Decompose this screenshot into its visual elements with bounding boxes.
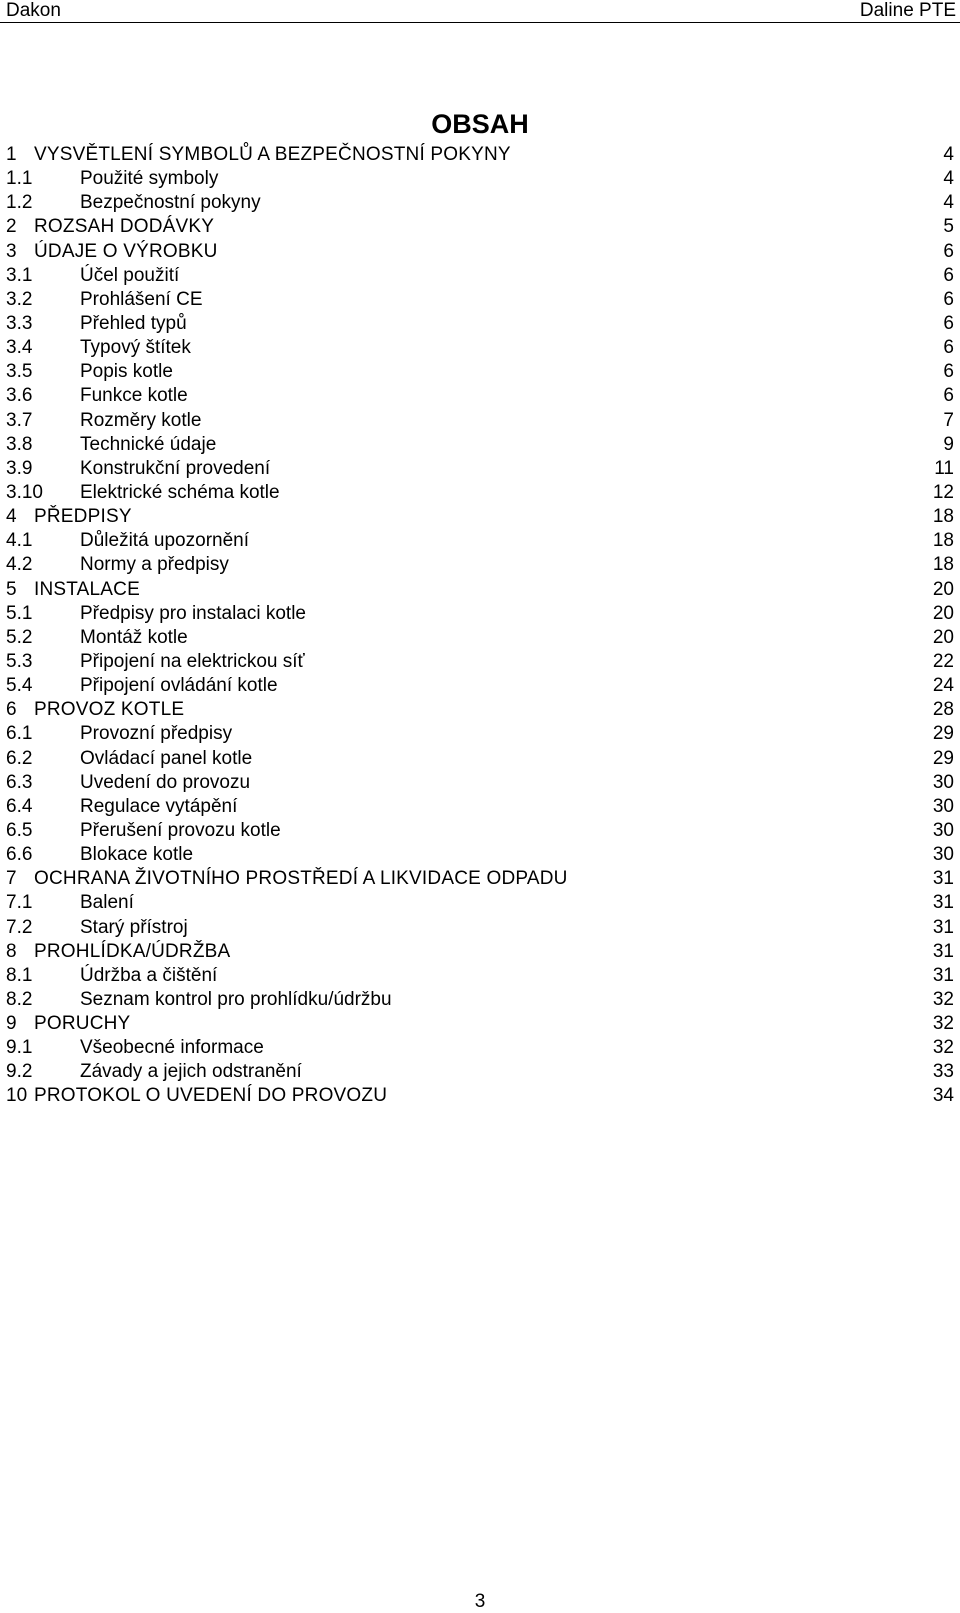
toc-entry-title: Ovládací panel kotle: [80, 747, 253, 769]
toc-entry-number: 5: [6, 578, 17, 600]
title-text: OBSAH: [431, 109, 529, 139]
table-of-contents: [6, 143, 954, 1109]
page-number: 3: [474, 1591, 486, 1612]
toc-section-entry[interactable]: [6, 650, 954, 674]
toc-entry-number: 3.4: [6, 337, 33, 359]
header-product-name: Daline PTE: [859, 0, 956, 21]
toc-entry-page: 29: [932, 723, 954, 745]
toc-entry-title: PORUCHY: [34, 1013, 131, 1035]
toc-entry-page: 20: [932, 626, 954, 648]
toc-entry-number: 6.4: [6, 795, 33, 817]
toc-entry-title: Funkce kotle: [80, 385, 188, 407]
toc-entry-number: 6: [6, 699, 17, 721]
toc-entry-number: 3.6: [6, 385, 33, 407]
toc-section-entry[interactable]: [6, 360, 954, 384]
toc-entry-number: 10: [6, 1085, 28, 1107]
toc-chapter-entry[interactable]: [6, 867, 954, 891]
toc-entry-title: Seznam kontrol pro prohlídku/údržbu: [80, 988, 392, 1010]
toc-entry-title: ÚDAJE O VÝROBKU: [34, 240, 218, 262]
toc-entry-title: Přehled typů: [80, 312, 187, 334]
toc-entry-title: Starý přístroj: [80, 916, 188, 938]
toc-section-entry[interactable]: [6, 167, 954, 191]
toc-entry-page: 6: [943, 240, 954, 262]
toc-entry-number: 8.1: [6, 964, 33, 986]
toc-section-entry[interactable]: [6, 264, 954, 288]
toc-entry-title: Provozní předpisy: [80, 723, 233, 745]
toc-entry-page: 33: [932, 1061, 954, 1083]
toc-entry-page: 20: [932, 602, 954, 624]
toc-entry-number: 5.3: [6, 650, 33, 672]
header-company-name: Dakon: [6, 0, 61, 21]
toc-entry-number: 8.2: [6, 988, 33, 1010]
toc-entry-title: PŘEDPISY: [34, 506, 132, 528]
toc-section-entry[interactable]: [6, 1036, 954, 1060]
toc-entry-number: 3.1: [6, 264, 33, 286]
toc-section-entry[interactable]: [6, 964, 954, 988]
toc-section-entry[interactable]: [6, 191, 954, 215]
toc-entry-number: 5.1: [6, 602, 33, 624]
toc-entry-title: Bezpečnostní pokyny: [80, 192, 261, 214]
toc-entry-title: ROZSAH DODÁVKY: [34, 216, 215, 238]
toc-entry-page: 22: [932, 650, 954, 672]
toc-entry-number: 2: [6, 216, 17, 238]
toc-entry-title: Použité symboly: [80, 168, 219, 190]
toc-entry-page: 32: [932, 1037, 954, 1059]
toc-entry-title: VYSVĚTLENÍ SYMBOLŮ A BEZPEČNOSTNÍ POKYNY: [34, 144, 511, 165]
toc-entry-number: 5.4: [6, 675, 33, 697]
toc-entry-page: 34: [932, 1085, 954, 1107]
toc-entry-number: 4.2: [6, 554, 33, 576]
toc-section-entry[interactable]: [6, 457, 954, 481]
toc-entry-title: Popis kotle: [80, 361, 173, 383]
toc-section-entry[interactable]: [6, 1060, 954, 1084]
toc-entry-title: Elektrické schéma kotle: [80, 481, 280, 503]
toc-entry-title: Technické údaje: [80, 433, 217, 455]
toc-entry-title: OCHRANA ŽIVOTNÍHO PROSTŘEDÍ A LIKVIDACE ODPADU: [34, 868, 568, 890]
toc-entry-title: Důležitá upozornění: [80, 530, 249, 552]
toc-section-entry[interactable]: [6, 916, 954, 940]
toc-entry-title: Montáž kotle: [80, 626, 188, 648]
toc-entry-number: 4.1: [6, 530, 33, 552]
toc-entry-title: Balení: [80, 892, 134, 914]
toc-entry-title: Připojení na elektrickou síť: [80, 650, 305, 672]
toc-entry-number: 6.3: [6, 771, 33, 793]
toc-section-entry[interactable]: [6, 312, 954, 336]
toc-entry-number: 3: [6, 240, 17, 262]
toc-entry-page: 30: [932, 795, 954, 817]
toc-entry-page: 30: [932, 844, 954, 866]
toc-entry-page: 31: [932, 964, 954, 986]
toc-entry-number: 7.1: [6, 892, 33, 914]
toc-entry-page: 6: [943, 312, 954, 334]
toc-section-entry[interactable]: [6, 529, 954, 553]
toc-entry-number: 3.9: [6, 457, 33, 479]
toc-chapter-entry[interactable]: [6, 698, 954, 722]
toc-entry-number: 1: [6, 144, 17, 165]
toc-entry-number: 3.10: [6, 481, 43, 503]
toc-entry-page: 4: [943, 168, 954, 190]
toc-entry-page: 24: [932, 675, 954, 697]
toc-entry-number: 3.7: [6, 409, 33, 431]
toc-entry-number: 3.2: [6, 288, 33, 310]
toc-section-entry[interactable]: [6, 336, 954, 360]
toc-section-entry[interactable]: [6, 481, 954, 505]
toc-section-entry[interactable]: [6, 626, 954, 650]
toc-entry-page: 18: [932, 554, 954, 576]
toc-entry-title: Údržba a čištění: [80, 964, 218, 986]
toc-entry-number: 6.5: [6, 819, 33, 841]
toc-entry-number: 3.8: [6, 433, 33, 455]
toc-entry-page: 31: [932, 892, 954, 914]
toc-entry-number: 4: [6, 506, 17, 528]
toc-entry-page: 30: [932, 771, 954, 793]
toc-section-entry[interactable]: [6, 602, 954, 626]
toc-entry-title: Účel použití: [80, 264, 180, 286]
toc-entry-number: 7.2: [6, 916, 33, 938]
toc-entry-page: 30: [932, 819, 954, 841]
toc-section-entry[interactable]: [6, 843, 954, 867]
toc-chapter-entry[interactable]: [6, 215, 954, 239]
toc-entry-page: 6: [943, 385, 954, 407]
toc-entry-title: Závady a jejich odstranění: [80, 1061, 302, 1083]
toc-entry-number: 9.2: [6, 1061, 33, 1083]
toc-entry-title: Blokace kotle: [80, 844, 194, 866]
toc-entry-page: 31: [932, 916, 954, 938]
toc-entry-title: Normy a předpisy: [80, 554, 229, 576]
toc-entry-title: Konstrukční provedení: [80, 457, 271, 479]
toc-entry-page: 20: [932, 578, 954, 600]
toc-section-entry[interactable]: [6, 409, 954, 433]
toc-section-entry[interactable]: [6, 891, 954, 915]
toc-section-entry[interactable]: [6, 722, 954, 746]
toc-entry-page: 12: [932, 481, 954, 503]
toc-entry-title: Prohlášení CE: [80, 288, 203, 310]
toc-entry-number: 9: [6, 1013, 17, 1035]
toc-entry-number: 6.6: [6, 844, 33, 866]
toc-entry-page: 4: [943, 144, 954, 165]
toc-entry-page: 11: [934, 457, 954, 479]
toc-entry-number: 3.3: [6, 312, 33, 334]
toc-entry-page: 32: [932, 988, 954, 1010]
toc-entry-page: 6: [943, 264, 954, 286]
toc-entry-page: 18: [932, 530, 954, 552]
toc-entry-title: PROVOZ KOTLE: [34, 699, 185, 721]
toc-entry-number: 1.2: [6, 192, 33, 214]
toc-entry-title: PROHLÍDKA/ÚDRŽBA: [34, 940, 231, 962]
toc-entry-number: 5.2: [6, 626, 33, 648]
page-title: [0, 108, 960, 140]
toc-entry-title: Předpisy pro instalaci kotle: [80, 602, 306, 624]
toc-entry-page: 9: [943, 433, 954, 455]
toc-entry-title: Přerušení provozu kotle: [80, 819, 281, 841]
toc-entry-title: Typový štítek: [80, 337, 191, 359]
toc-entry-title: Všeobecné informace: [80, 1037, 264, 1059]
toc-entry-title: Uvedení do provozu: [80, 771, 251, 793]
toc-section-entry[interactable]: [6, 553, 954, 577]
toc-section-entry[interactable]: [6, 819, 954, 843]
toc-entry-title: Regulace vytápění: [80, 795, 238, 817]
toc-entry-title: Rozměry kotle: [80, 409, 202, 431]
toc-chapter-entry[interactable]: [6, 505, 954, 529]
toc-chapter-entry[interactable]: [6, 940, 954, 964]
toc-section-entry[interactable]: [6, 795, 954, 819]
toc-entry-page: 4: [943, 192, 954, 214]
toc-entry-title: PROTOKOL O UVEDENÍ DO PROVOZU: [34, 1085, 388, 1107]
toc-entry-page: 6: [943, 337, 954, 359]
toc-entry-number: 6.2: [6, 747, 33, 769]
toc-section-entry[interactable]: [6, 288, 954, 312]
toc-entry-number: 8: [6, 940, 17, 962]
toc-section-entry[interactable]: [6, 674, 954, 698]
toc-entry-number: 3.5: [6, 361, 33, 383]
toc-entry-page: 18: [932, 506, 954, 528]
toc-entry-page: 6: [943, 288, 954, 310]
toc-entry-number: 9.1: [6, 1037, 33, 1059]
toc-chapter-entry[interactable]: [6, 240, 954, 264]
toc-entry-page: 28: [932, 699, 954, 721]
toc-section-entry[interactable]: [6, 988, 954, 1012]
toc-chapter-entry[interactable]: [6, 143, 954, 167]
toc-entry-page: 32: [932, 1013, 954, 1035]
toc-entry-number: 6.1: [6, 723, 33, 745]
toc-chapter-entry[interactable]: [6, 578, 954, 602]
toc-entry-page: 7: [943, 409, 954, 431]
toc-entry-title: INSTALACE: [34, 578, 140, 600]
toc-entry-page: 31: [932, 940, 954, 962]
toc-chapter-entry[interactable]: [6, 1012, 954, 1036]
toc-section-entry[interactable]: [6, 433, 954, 457]
toc-entry-number: 7: [6, 868, 17, 890]
toc-entry-page: 6: [943, 361, 954, 383]
toc-entry-page: 31: [932, 868, 954, 890]
toc-entry-page: 29: [932, 747, 954, 769]
toc-entry-page: 5: [943, 216, 954, 238]
toc-section-entry[interactable]: [6, 384, 954, 408]
toc-chapter-entry[interactable]: [6, 1084, 954, 1108]
toc-entry-title: Připojení ovládání kotle: [80, 675, 278, 697]
running-header: [0, 0, 960, 23]
toc-section-entry[interactable]: [6, 747, 954, 771]
toc-section-entry[interactable]: [6, 771, 954, 795]
toc-entry-number: 1.1: [6, 168, 33, 190]
